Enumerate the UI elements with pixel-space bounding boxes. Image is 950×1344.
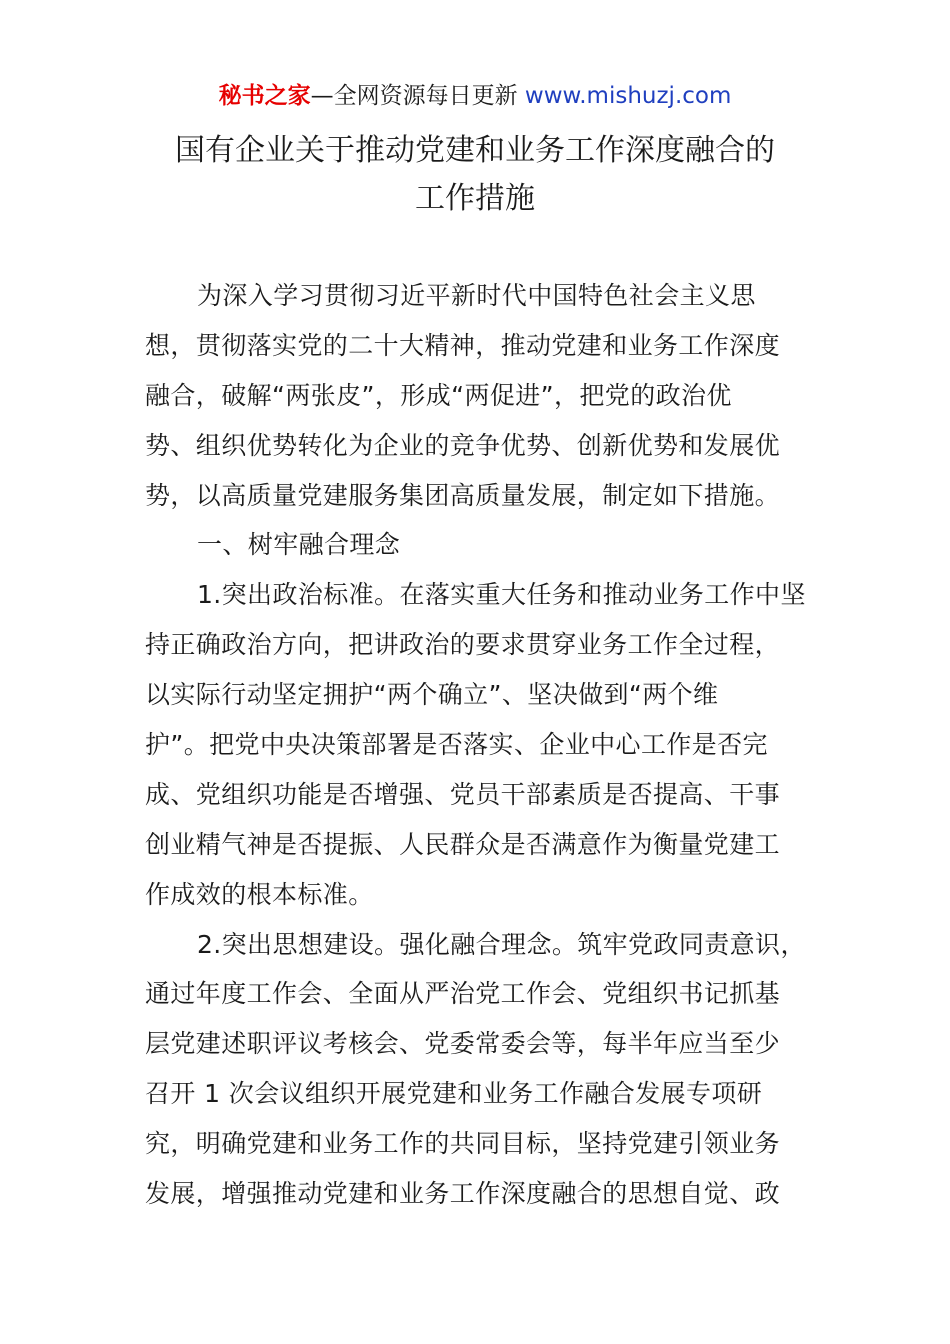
body-line: 成、党组织功能是否增强、党员干部素质是否提高、干事 (145, 779, 781, 809)
site-header (0, 80, 950, 112)
body-line: 想，贯彻落实党的二十大精神，推动党建和业务工作深度 (145, 330, 781, 360)
header-tagline: —全网资源每日更新 (310, 83, 518, 109)
body-line: 持正确政治方向，把讲政治的要求贯穿业务工作全过程， (145, 630, 781, 660)
body-line: 势，以高质量党建服务集团高质量发展，制定如下措施。 (145, 480, 781, 510)
body-line: 以实际行动坚定拥护“两个确立”、坚决做到“两个维 (145, 680, 719, 710)
body-line: 融合，破解“两张皮”，形成“两促进”，把党的政治优 (145, 380, 732, 410)
body-line: 作成效的根本标准。 (145, 879, 374, 909)
body-line: 创业精气神是否提振、人民群众是否满意作为衡量党建工 (145, 829, 781, 859)
brand-name: 秘书之家 (218, 83, 311, 109)
body-line: 为深入学习贯彻习近平新时代中国特色社会主义思 (197, 281, 756, 310)
site-url-link[interactable]: www.mishuzj.com (524, 83, 732, 109)
title-line-1: 国有企业关于推动党建和业务工作深度融合的 (175, 133, 775, 168)
body-line: 2.突出思想建设。强化融合理念。筑牢党政同责意识， (197, 929, 806, 959)
document-title (0, 127, 950, 223)
body-line: 究，明确党建和业务工作的共同目标，坚持党建引领业务 (145, 1129, 781, 1159)
body-line: 护”。把党中央决策部署是否落实、企业中心工作是否完 (145, 730, 768, 760)
body-line: 通过年度工作会、全面从严治党工作会、党组织书记抓基 (145, 979, 781, 1009)
body-line: 召开 1 次会议组织开展党建和业务工作融合发展专项研 (145, 1079, 763, 1109)
section-heading: 一、树牢融合理念 (197, 530, 401, 560)
body-line: 势、组织优势转化为企业的竞争优势、创新优势和发展优 (145, 430, 781, 460)
title-line-2: 工作措施 (415, 181, 535, 216)
body-line: 层党建述职评议考核会、党委常委会等，每半年应当至少 (145, 1029, 781, 1059)
body-line: 发展，增强推动党建和业务工作深度融合的思想自觉、政 (145, 1179, 781, 1209)
document-body (145, 271, 807, 1219)
body-line: 1.突出政治标准。在落实重大任务和推动业务工作中坚 (197, 580, 806, 610)
